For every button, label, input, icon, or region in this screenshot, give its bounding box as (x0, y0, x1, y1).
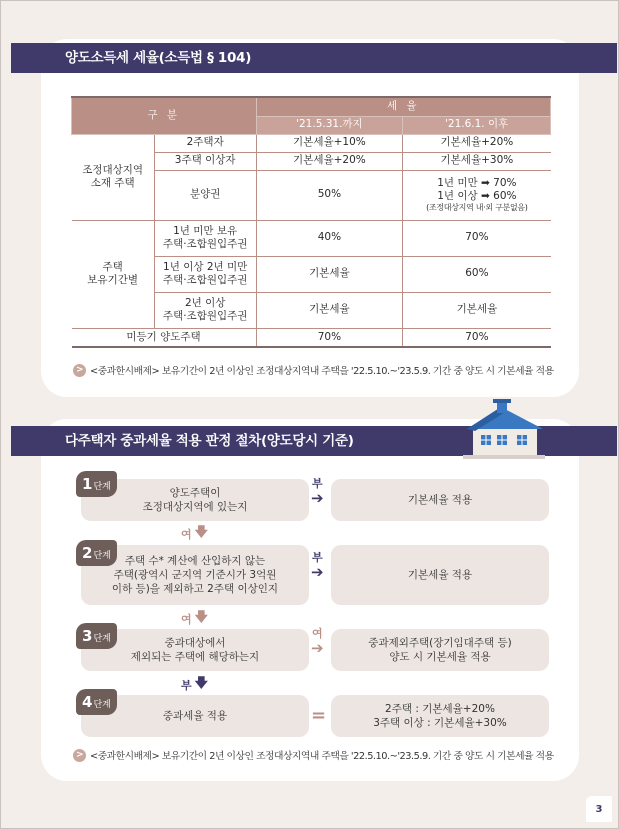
note-text: <중과한시배제> 보유기간이 2년 이상인 조정대상지역내 주택을 '22.5.10.~'23.5.9. 기간 중 양도 시 기본세율 적용 (90, 366, 554, 377)
group-adjusted-area: 조정대상지역 소재 주택 (72, 134, 155, 220)
step2-side: 부 ➔ (311, 551, 324, 582)
chevron-right-icon: > (73, 749, 86, 762)
house-icon (463, 399, 545, 459)
row-label: 2주택자 (154, 134, 256, 152)
step4-tag: 4 단계 (76, 689, 117, 715)
row-unregistered-label: 미등기 양도주택 (72, 328, 257, 347)
presale-note: (조정대상지역 내·외 구분없음) (426, 203, 528, 213)
presale-line1: 1년 미만 ➡ 70% (437, 176, 517, 189)
arrow-right-icon: ➔ (311, 563, 324, 582)
row-before: 기본세율 (256, 292, 403, 328)
row-before: 50% (256, 170, 403, 220)
header-category: 구 분 (72, 97, 257, 134)
presale-line2: 1년 이상 ➡ 60% (437, 190, 517, 202)
header-before: '21.5.31.까지 (256, 116, 403, 134)
row-label: 1년 미만 보유 주택·조합원입주권 (154, 220, 256, 256)
row-after: 기본세율+30% (403, 152, 551, 170)
row-after: 70% (403, 220, 551, 256)
section1-title: 양도소득세 세율(소득법 § 104) (43, 43, 577, 73)
between-1: 여 🡇 (181, 523, 208, 545)
step4-question: 중과세율 적용 (81, 695, 309, 737)
row-before: 40% (256, 220, 403, 256)
step3-question: 중과대상에서 제외되는 주택에 해당하는지 (81, 629, 309, 671)
note-temporary-exclusion (73, 363, 554, 377)
arrow-right-icon: ➔ (311, 489, 324, 508)
row-label: 2년 이상 주택·조합원입주권 (154, 292, 256, 328)
row-after: 60% (403, 256, 551, 292)
note-temporary-exclusion-2 (73, 748, 554, 762)
page-number: 3 (586, 796, 612, 822)
arrow-down-icon: 🡇 (194, 610, 209, 625)
between-2: 여 🡇 (181, 608, 208, 630)
section2-title: 다주택자 중과세율 적용 판정 절차(양도당시 기준) (43, 426, 577, 456)
step2-tag: 2 단계 (76, 540, 117, 566)
step1-side: 부 ➔ (311, 477, 324, 508)
header-rate: 세 율 (256, 97, 550, 116)
note-text: <중과한시배제> 보유기간이 2년 이상인 조정대상지역내 주택을 '22.5.10.~'23.5.9. 기간 중 양도 시 기본세율 적용 (90, 751, 554, 762)
row-unregistered-before: 70% (256, 328, 403, 347)
between-3: 부 🡇 (181, 674, 208, 696)
step3-tag: 3 단계 (76, 623, 117, 649)
arrow-down-icon: 🡇 (194, 525, 209, 540)
step1-result: 기본세율 적용 (331, 479, 549, 521)
equals-sign: = (311, 705, 327, 726)
row-before: 기본세율 (256, 256, 403, 292)
step3-side: 여 ➔ (311, 627, 324, 658)
step2-result: 기본세율 적용 (331, 545, 549, 605)
group-holding-period: 주택 보유기간별 (72, 220, 155, 328)
step3-result: 중과제외주택(장기임대주택 등) 양도 시 기본세율 적용 (331, 629, 549, 671)
step2-question: 주택 수* 계산에 산입하지 않는 주택(광역시 군지역 기준시가 3억원 이하 등)을 제외하고 2주택 이상인지 (81, 545, 309, 605)
row-after-presale (403, 170, 551, 220)
arrow-down-icon: 🡇 (194, 676, 209, 691)
chevron-right-icon: > (73, 364, 86, 377)
row-before: 기본세율+10% (256, 134, 403, 152)
step1-tag: 1 단계 (76, 471, 117, 497)
tax-rate-table (71, 96, 551, 348)
header-after: '21.6.1. 이후 (403, 116, 551, 134)
step4-result: 2주택 : 기본세율+20% 3주택 이상 : 기본세율+30% (331, 695, 549, 737)
row-label: 분양권 (154, 170, 256, 220)
row-before: 기본세율+20% (256, 152, 403, 170)
row-label: 1년 이상 2년 미만 주택·조합원입주권 (154, 256, 256, 292)
row-after: 기본세율 (403, 292, 551, 328)
row-label: 3주택 이상자 (154, 152, 256, 170)
row-after: 기본세율+20% (403, 134, 551, 152)
step1-question: 양도주택이 조정대상지역에 있는지 (81, 479, 309, 521)
arrow-right-icon: ➔ (311, 639, 324, 658)
row-unregistered-after: 70% (403, 328, 551, 347)
